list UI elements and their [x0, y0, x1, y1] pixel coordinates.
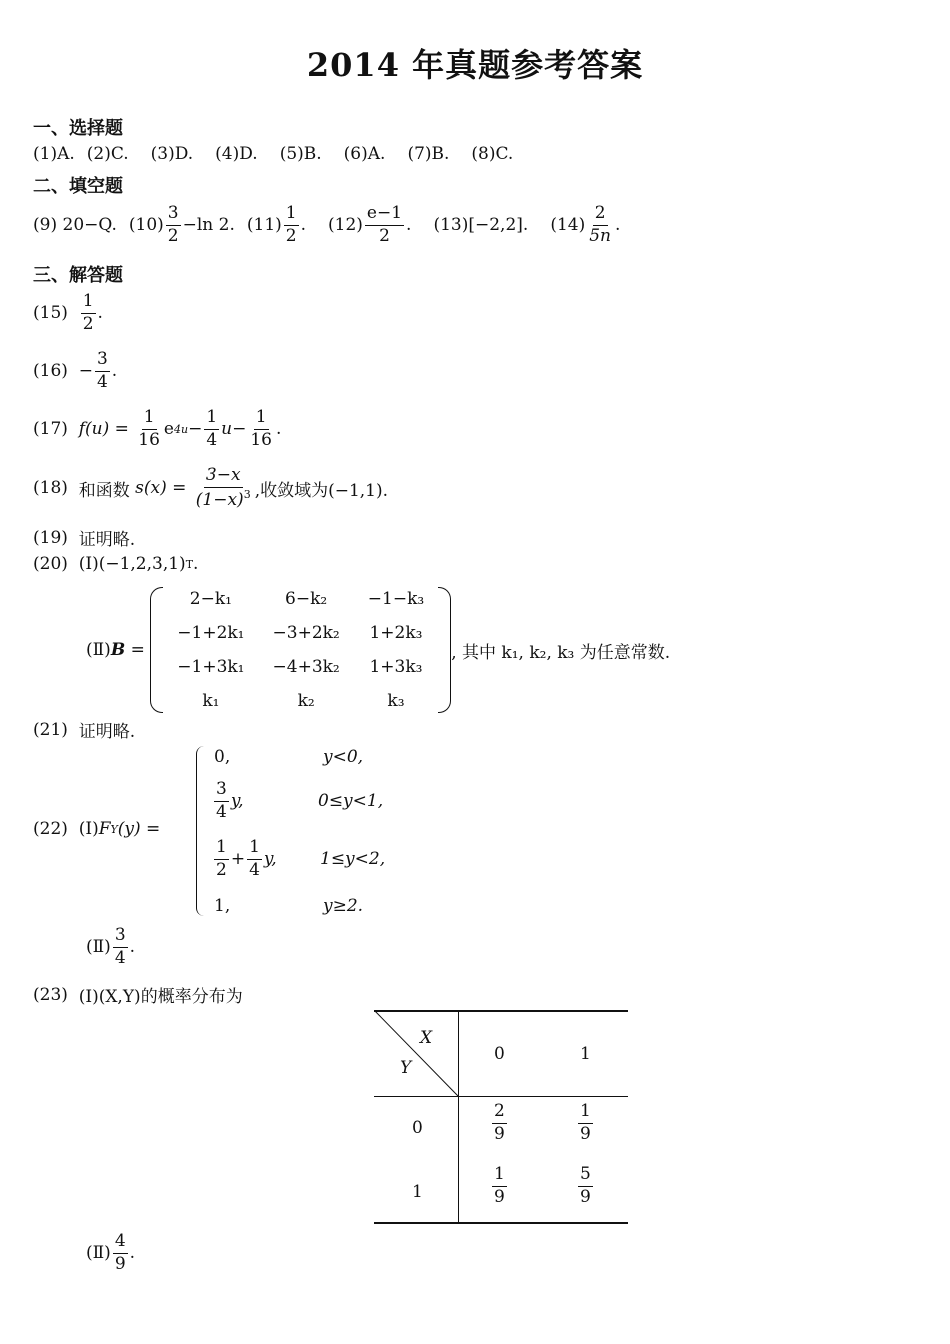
q22-case1-cond: y<0, [323, 747, 364, 767]
row-header: 1 [412, 1182, 423, 1202]
q23-part2-fraction: $\frac{4}{9}$ [114, 1231, 126, 1274]
q21 [33, 717, 135, 742]
q18-fraction: $\frac{3-x}{(1-x)^3}$ [195, 465, 251, 510]
choice-answer: (6)A. [343, 144, 386, 164]
q23-label: (23) [33, 984, 68, 1005]
choice-answer: (7)B. [407, 144, 450, 164]
q20-part1 [33, 554, 198, 574]
q14-label: (14) [550, 215, 586, 236]
q18-lhs: s(x) = [135, 478, 187, 499]
q12-tail: . [406, 215, 412, 236]
q15-tail: . [97, 303, 103, 324]
matrix-cell: 6−k₂ [285, 589, 328, 609]
q9-answer: 20−Q. [62, 215, 117, 236]
matrix-cell: 1+3k₃ [369, 657, 423, 677]
q20-part1-tail: . [193, 554, 199, 574]
corner-y: Y [400, 1058, 412, 1078]
q17-label: (17) [33, 419, 68, 440]
case-plus: + [230, 849, 246, 870]
q11-tail: . [300, 215, 307, 236]
matrix-cell: −1+2k₁ [177, 623, 245, 643]
matrix-cell: k₁ [202, 691, 220, 711]
matrix-cell: k₃ [387, 691, 405, 711]
q23-part2 [86, 1232, 135, 1274]
q13-answer: [−2,2]. [468, 215, 529, 236]
q18 [33, 466, 388, 510]
table-cell: $\frac{2}{9}$ [494, 1101, 505, 1144]
q17-exp-base: e [163, 419, 174, 440]
q18-label: (18) [33, 478, 68, 499]
q14-tail: . [614, 215, 621, 236]
col-header: 0 [494, 1044, 505, 1064]
q23-part1-text: (Ⅰ)(X,Y)的概率分布为 [78, 987, 243, 1007]
col-header: 1 [580, 1044, 591, 1064]
matrix-cell: −1+3k₁ [177, 657, 245, 677]
choice-answer: (5)B. [279, 144, 322, 164]
q23-part2-label: (Ⅱ) [86, 1243, 111, 1264]
case3-fraction1: $\frac{1}{2}$ [216, 837, 227, 880]
q17 [33, 408, 281, 450]
q22-part2 [86, 926, 135, 968]
q18-text: 和函数 [78, 480, 130, 501]
q15-label: (15) [33, 303, 68, 324]
section-answer: 三、解答题 [33, 265, 123, 286]
q20-part2-label: (Ⅱ) [86, 640, 111, 660]
case-var: y, [230, 791, 244, 812]
q17-frac1: $\frac{1}{16}$ [138, 407, 160, 450]
q11-fraction: $\frac{1}{2}$ [285, 203, 297, 246]
q10-label: (10) [128, 215, 164, 236]
q17-exp: 4u [173, 422, 189, 436]
choice-answer: (4)D. [215, 144, 258, 164]
matrix-cell: −1−k₃ [367, 589, 425, 609]
q22-part1 [33, 819, 160, 839]
q20-matrix [163, 582, 438, 718]
q23-part2-tail: . [129, 1243, 136, 1264]
q17-minus: − [188, 419, 203, 440]
q20-transpose: T [185, 557, 194, 571]
q12-label: (12) [328, 215, 363, 236]
table-diagonal [374, 1010, 459, 1097]
q22-lhs-sub: Y [110, 822, 118, 836]
matrix-cell: 1+2k₃ [369, 623, 423, 643]
q20-matrix-name: B [110, 640, 126, 660]
q22-lhs: F [98, 819, 111, 839]
case3-fraction2: $\frac{1}{4}$ [249, 837, 260, 880]
q22-lhs-tail: (y) = [117, 819, 161, 839]
corner-x: X [420, 1028, 433, 1048]
choice-answer: (2)C. [86, 144, 129, 164]
choice-answer: (8)C. [471, 144, 514, 164]
q17-var: u [221, 419, 233, 440]
case-value: 1, [214, 896, 231, 916]
case-var: y, [263, 849, 277, 870]
q16-sign: − [78, 361, 93, 382]
fill-answers [33, 204, 620, 246]
table-cell: $\frac{1}{9}$ [580, 1101, 591, 1144]
q22-case4 [214, 896, 230, 916]
q17-frac2: $\frac{1}{4}$ [206, 407, 218, 450]
q11-label: (11) [246, 215, 282, 236]
section-fill: 二、填空题 [33, 176, 123, 197]
section-choice: 一、选择题 [33, 118, 123, 139]
q9-label: (9) [33, 215, 58, 236]
q22-case2 [212, 780, 244, 822]
q22-case2-cond: 0≤y<1, [318, 791, 384, 811]
q15 [33, 292, 103, 334]
q20-label: (20) [33, 554, 68, 574]
q20-eq: = [130, 640, 145, 660]
row-header: 0 [412, 1118, 423, 1138]
q19-label: (19) [33, 527, 68, 548]
q23-part1 [33, 982, 243, 1007]
q15-fraction: $\frac{1}{2}$ [82, 291, 94, 334]
case2-fraction: $\frac{3}{4}$ [216, 779, 227, 822]
q17-tail: . [276, 419, 282, 440]
choice-answer: (1)A. [33, 144, 75, 164]
q21-label: (21) [33, 719, 68, 740]
q16-tail: . [111, 361, 118, 382]
page-title: 2014 年真题参考答案 [306, 46, 644, 84]
q20-tail: , 其中 k₁, k₂, k₃ 为任意常数. [451, 642, 671, 663]
matrix-cell: 2−k₁ [189, 589, 232, 609]
q22-part2-tail: . [129, 937, 136, 958]
q16-label: (16) [33, 361, 68, 382]
q22-part2-fraction: $\frac{3}{4}$ [114, 925, 126, 968]
q10-tail: −ln 2. [182, 215, 235, 236]
q18-text2: ,收敛域为(−1,1). [254, 480, 389, 501]
case-value: 0, [214, 747, 231, 767]
choice-answers [33, 144, 513, 164]
choice-answer: (3)D. [150, 144, 194, 164]
matrix-cell: k₂ [297, 691, 315, 711]
right-bracket [438, 587, 451, 713]
table-cell: $\frac{5}{9}$ [580, 1164, 591, 1207]
q21-text: 证明略. [78, 722, 136, 742]
table-cell: $\frac{1}{9}$ [494, 1164, 505, 1207]
q19-text: 证明略. [78, 530, 136, 550]
q22-case3-cond: 1≤y<2, [320, 849, 386, 869]
q22-part1-label: (Ⅰ) [78, 819, 99, 839]
q22-case4-cond: y≥2. [323, 896, 364, 916]
q22-case1 [214, 747, 230, 767]
matrix-cell: −3+2k₂ [272, 623, 340, 643]
q22-brace [196, 746, 207, 916]
q17-minus: − [232, 419, 247, 440]
q22-part2-label: (Ⅱ) [86, 937, 111, 958]
q16-fraction: $\frac{3}{4}$ [96, 349, 108, 392]
probability-table [374, 1010, 628, 1224]
q17-frac3: $\frac{1}{16}$ [250, 407, 272, 450]
q20-part2 [86, 582, 670, 718]
q22-label: (22) [33, 819, 68, 839]
q17-lhs: f(u) = [78, 419, 129, 440]
q22-case3 [212, 838, 277, 880]
matrix-cell: −4+3k₂ [272, 657, 340, 677]
q20-part1-text: (Ⅰ)(−1,2,3,1) [78, 554, 186, 574]
q16 [33, 350, 117, 392]
q12-fraction: $\frac{e-1}{2}$ [366, 203, 403, 246]
q13-label: (13) [433, 215, 469, 236]
q10-fraction: $\frac{3}{2}$ [167, 203, 179, 246]
q19 [33, 525, 135, 550]
q14-fraction: $\frac{2}{5n}$ [589, 203, 611, 246]
left-bracket [150, 587, 163, 713]
